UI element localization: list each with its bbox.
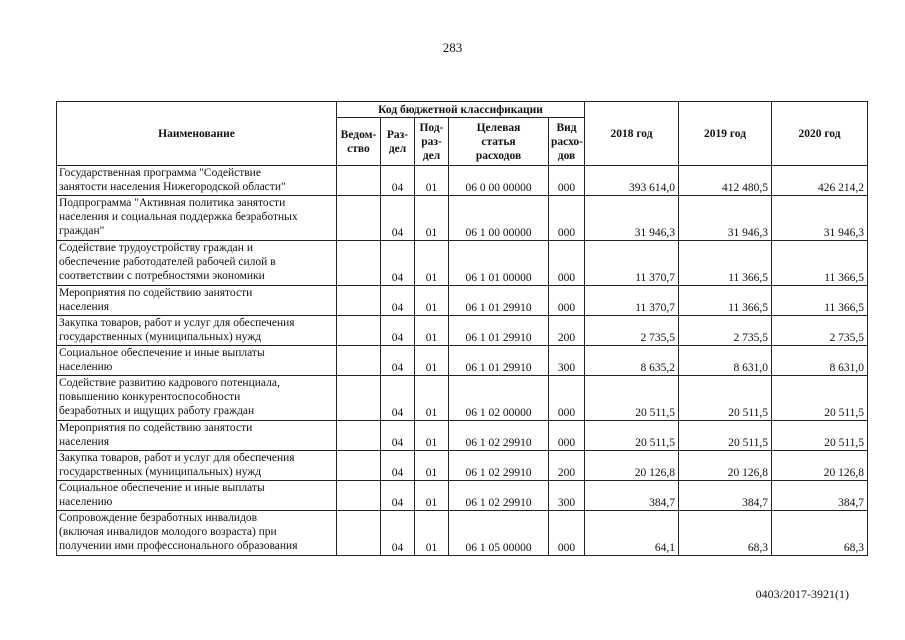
row-name [57, 241, 337, 286]
cell-2020: 20 511,5 [772, 376, 868, 421]
cell-2019: 2 735,5 [679, 316, 772, 346]
row-name-line: Сопровождение безработных инвалидов [59, 512, 258, 524]
table-row [57, 511, 868, 556]
cell-article: 06 1 05 00000 [449, 511, 549, 556]
cell-razdel: 04 [381, 316, 415, 346]
cell-razdel: 04 [381, 421, 415, 451]
cell-2020: 68,3 [772, 511, 868, 556]
cell-2019: 11 366,5 [679, 241, 772, 286]
row-name-line: государственных (муниципальных) нужд [59, 331, 262, 343]
header-name: Наименование [57, 102, 337, 166]
header-line: Под- [419, 121, 444, 134]
cell-razdel: 04 [381, 451, 415, 481]
cell-2019: 20 511,5 [679, 421, 772, 451]
cell-razdel: 04 [381, 166, 415, 196]
cell-razdel: 04 [381, 241, 415, 286]
cell-vedomstvo [337, 286, 381, 316]
header-razdel [381, 118, 415, 166]
cell-vid: 000 [549, 286, 585, 316]
cell-vid: 300 [549, 346, 585, 376]
cell-razdel: 04 [381, 196, 415, 241]
header-podrazdel [415, 118, 449, 166]
cell-2020: 20 126,8 [772, 451, 868, 481]
row-name-line: Содействие развитию кадрового потенциала, [59, 377, 280, 389]
table-row [57, 481, 868, 511]
cell-2019: 11 366,5 [679, 286, 772, 316]
row-name-line: населения и социальная поддержка безработных [59, 211, 298, 223]
cell-2020: 20 511,5 [772, 421, 868, 451]
table-body [57, 166, 868, 556]
cell-podrazdel: 01 [415, 421, 449, 451]
row-name-line: Закупка товаров, работ и услуг для обеспечения [59, 452, 295, 464]
cell-2018: 20 511,5 [585, 421, 679, 451]
header-line: Вид [556, 121, 577, 134]
cell-razdel: 04 [381, 511, 415, 556]
cell-podrazdel: 01 [415, 241, 449, 286]
cell-vid: 000 [549, 421, 585, 451]
cell-2019: 68,3 [679, 511, 772, 556]
row-name [57, 196, 337, 241]
header-line: дел [388, 142, 407, 155]
header-vid [549, 118, 585, 166]
row-name-line: повышению конкурентоспособности [59, 391, 241, 403]
table-row [57, 241, 868, 286]
table-row [57, 421, 868, 451]
cell-2020: 426 214,2 [772, 166, 868, 196]
cell-vid: 000 [549, 241, 585, 286]
row-name [57, 481, 337, 511]
cell-razdel: 04 [381, 481, 415, 511]
table-row [57, 166, 868, 196]
cell-vid: 000 [549, 376, 585, 421]
header-line: статья [481, 135, 516, 148]
row-name-line: населению [59, 496, 113, 508]
cell-2020: 31 946,3 [772, 196, 868, 241]
header-line: Ведом- [340, 128, 377, 141]
cell-article: 06 1 01 29910 [449, 286, 549, 316]
cell-2020: 11 366,5 [772, 241, 868, 286]
table-row [57, 451, 868, 481]
row-name-line: населению [59, 361, 113, 373]
cell-podrazdel: 01 [415, 481, 449, 511]
cell-2018: 20 511,5 [585, 376, 679, 421]
row-name-line: занятости населения Нижегородской области" [59, 181, 286, 193]
cell-article: 06 0 00 00000 [449, 166, 549, 196]
cell-2018: 20 126,8 [585, 451, 679, 481]
row-name [57, 376, 337, 421]
row-name-line: Содействие трудоустройству граждан и [59, 242, 253, 254]
row-name [57, 166, 337, 196]
cell-vedomstvo [337, 421, 381, 451]
cell-2019: 412 480,5 [679, 166, 772, 196]
cell-podrazdel: 01 [415, 286, 449, 316]
cell-vedomstvo [337, 241, 381, 286]
cell-2018: 64,1 [585, 511, 679, 556]
row-name [57, 286, 337, 316]
header-line: расходов [475, 149, 522, 162]
cell-podrazdel: 01 [415, 166, 449, 196]
cell-2018: 8 635,2 [585, 346, 679, 376]
page-number: 283 [442, 40, 463, 55]
row-name [57, 421, 337, 451]
row-name-line: граждан" [59, 225, 105, 237]
row-name-line: соответствии с потребностями экономики [59, 270, 265, 282]
cell-razdel: 04 [381, 286, 415, 316]
row-name-line: получении ими профессионального образования [59, 540, 298, 552]
row-name-line: (включая инвалидов молодого возраста) при [59, 526, 277, 538]
cell-podrazdel: 01 [415, 451, 449, 481]
cell-vedomstvo [337, 196, 381, 241]
table-row [57, 346, 868, 376]
row-name-line: Государственная программа "Содействие [59, 167, 261, 179]
row-name [57, 511, 337, 556]
cell-razdel: 04 [381, 346, 415, 376]
row-name-line: Закупка товаров, работ и услуг для обеспечения [59, 317, 295, 329]
cell-razdel: 04 [381, 376, 415, 421]
cell-podrazdel: 01 [415, 376, 449, 421]
cell-2019: 20 126,8 [679, 451, 772, 481]
cell-vedomstvo [337, 481, 381, 511]
cell-vedomstvo [337, 166, 381, 196]
budget-table [56, 101, 868, 556]
cell-article: 06 1 01 29910 [449, 346, 549, 376]
cell-vedomstvo [337, 316, 381, 346]
cell-podrazdel: 01 [415, 316, 449, 346]
row-name-line: безработных и ищущих работу граждан [59, 405, 255, 417]
row-name-line: Мероприятия по содействию занятости [59, 287, 253, 299]
row-name-line: Подпрограмма "Активная политика занятости [59, 197, 286, 209]
cell-vid: 200 [549, 451, 585, 481]
header-2018: 2018 год [585, 102, 679, 166]
cell-podrazdel: 01 [415, 196, 449, 241]
header-2020: 2020 год [772, 102, 868, 166]
cell-2020: 2 735,5 [772, 316, 868, 346]
header-line: Целевая [476, 121, 521, 134]
cell-article: 06 1 02 29910 [449, 451, 549, 481]
cell-2018: 11 370,7 [585, 286, 679, 316]
cell-vid: 000 [549, 196, 585, 241]
row-name-line: населения [59, 301, 110, 313]
row-name-line: обеспечение работодателей рабочей силой в [59, 256, 276, 268]
cell-2020: 384,7 [772, 481, 868, 511]
header-article [449, 118, 549, 166]
cell-2019: 31 946,3 [679, 196, 772, 241]
cell-2018: 393 614,0 [585, 166, 679, 196]
cell-vedomstvo [337, 346, 381, 376]
row-name-line: Социальное обеспечение и иные выплаты [59, 347, 265, 359]
cell-vid: 200 [549, 316, 585, 346]
row-name [57, 346, 337, 376]
cell-vedomstvo [337, 376, 381, 421]
cell-article: 06 1 02 29910 [449, 421, 549, 451]
table-row [57, 376, 868, 421]
cell-2018: 2 735,5 [585, 316, 679, 346]
cell-vid: 000 [549, 511, 585, 556]
cell-podrazdel: 01 [415, 346, 449, 376]
cell-article: 06 1 02 00000 [449, 376, 549, 421]
cell-2020: 11 366,5 [772, 286, 868, 316]
header-line: Раз- [386, 128, 409, 141]
cell-2018: 31 946,3 [585, 196, 679, 241]
cell-podrazdel: 01 [415, 511, 449, 556]
cell-2018: 384,7 [585, 481, 679, 511]
cell-article: 06 1 01 29910 [449, 316, 549, 346]
row-name [57, 316, 337, 346]
cell-vedomstvo [337, 451, 381, 481]
cell-2020: 8 631,0 [772, 346, 868, 376]
row-name-line: государственных (муниципальных) нужд [59, 466, 262, 478]
cell-vedomstvo [337, 511, 381, 556]
table-row [57, 286, 868, 316]
header-vedomstvo [337, 118, 381, 166]
document-code: 0403/2017-3921(1) [755, 587, 849, 601]
cell-article: 06 1 01 00000 [449, 241, 549, 286]
table-row [57, 196, 868, 241]
row-name-line: Социальное обеспечение и иные выплаты [59, 482, 265, 494]
cell-article: 06 1 00 00000 [449, 196, 549, 241]
header-line: дов [557, 149, 576, 162]
cell-2019: 20 511,5 [679, 376, 772, 421]
cell-2019: 8 631,0 [679, 346, 772, 376]
header-line: расхо- [551, 135, 583, 148]
header-line: дел [422, 149, 441, 162]
cell-article: 06 1 02 29910 [449, 481, 549, 511]
header-2019: 2019 год [679, 102, 772, 166]
cell-vid: 300 [549, 481, 585, 511]
header-line: раз- [421, 135, 442, 148]
cell-2018: 11 370,7 [585, 241, 679, 286]
table-row [57, 316, 868, 346]
cell-vid: 000 [549, 166, 585, 196]
header-code-group: Код бюджетной классификации [337, 102, 585, 118]
cell-2019: 384,7 [679, 481, 772, 511]
row-name-line: Мероприятия по содействию занятости [59, 422, 253, 434]
row-name [57, 451, 337, 481]
row-name-line: населения [59, 436, 110, 448]
header-line: ство [347, 142, 370, 155]
